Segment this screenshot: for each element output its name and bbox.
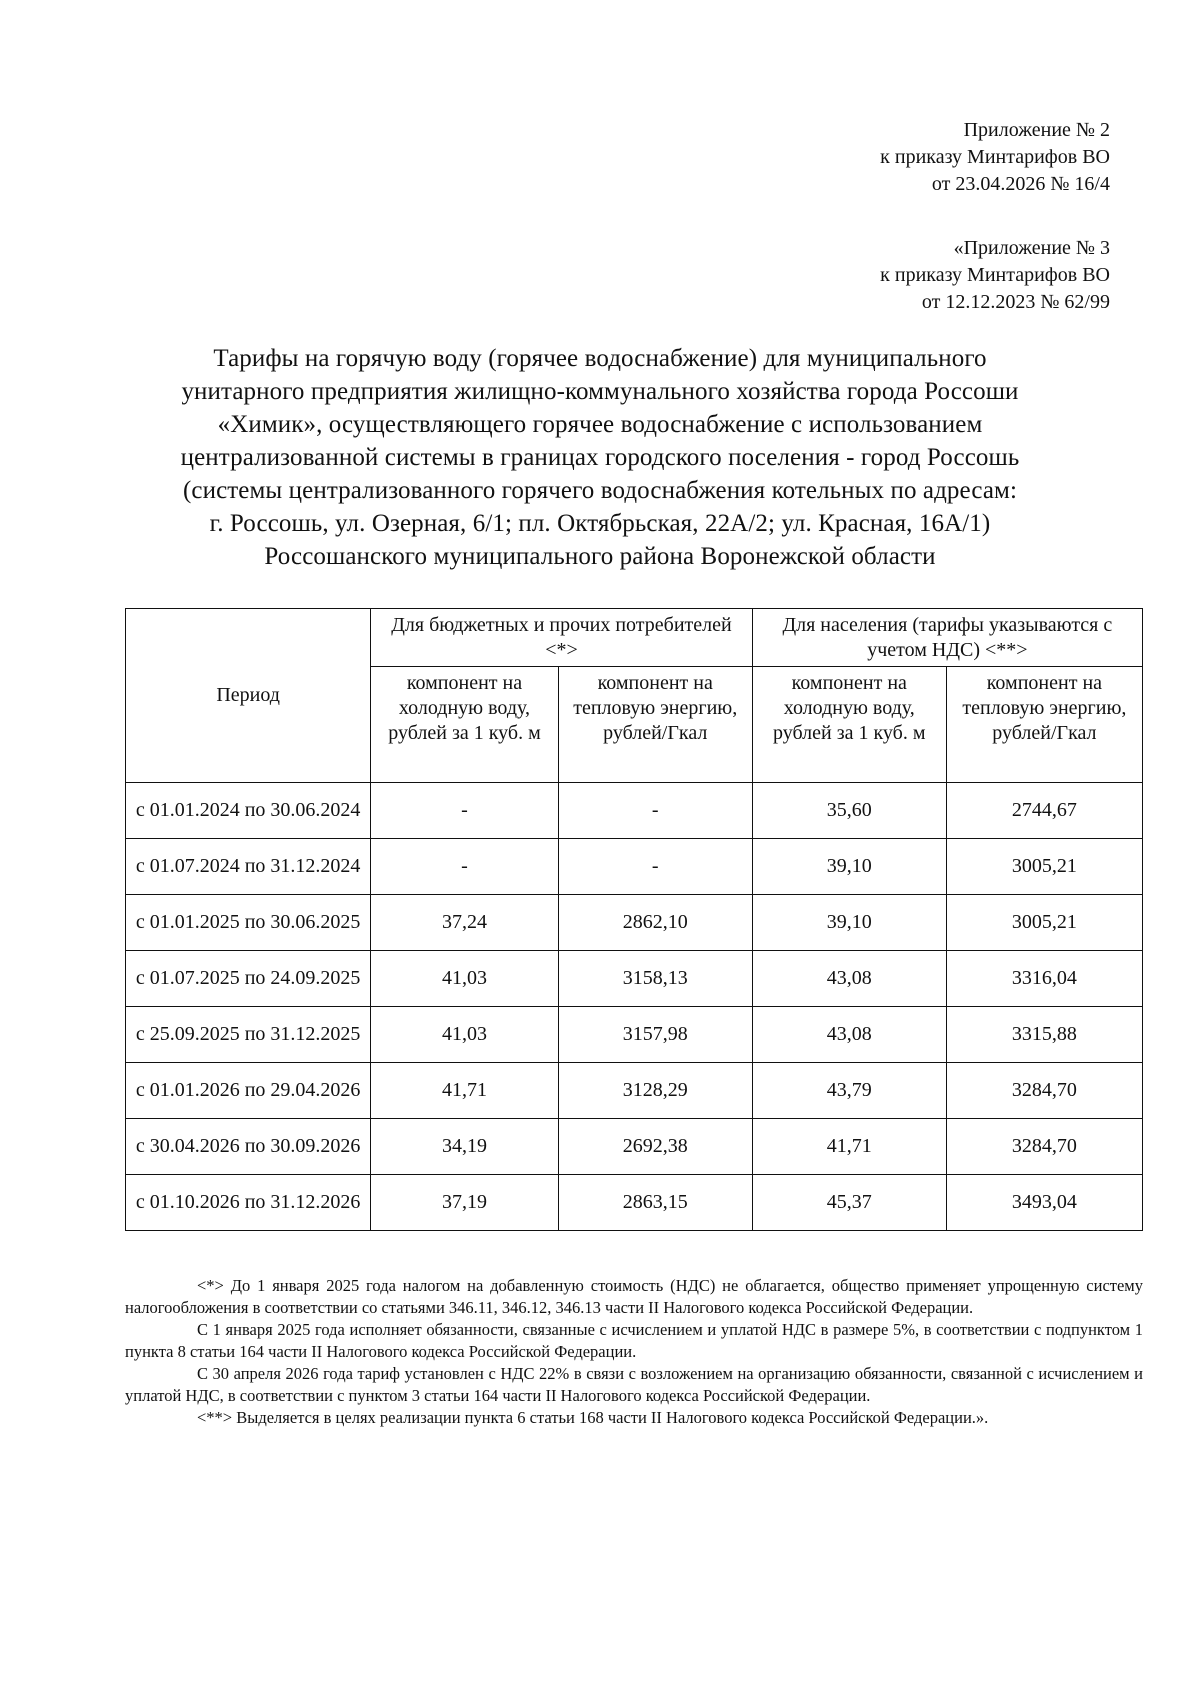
- budget-heat-energy-header: компонент на тепловую энергию, рублей/Гкал: [558, 667, 752, 783]
- footnote-vat-5-percent: С 1 января 2025 года исполняет обязанности, связанные с исчислением и уплатой НДС в размере 5%, в соответствии с подпунктом 1 пункта 8 статьи 164 части II Налогового кодекса Российской Федерации.: [125, 1320, 1143, 1361]
- budget-heat-cell: 2862,10: [558, 895, 752, 951]
- annex-original-header: [880, 235, 1110, 316]
- title-line: централизованной системы в границах городского поселения - город Россошь: [180, 444, 1020, 471]
- population-heat-cell: 2744,67: [946, 783, 1142, 839]
- population-cold-water-header: компонент на холодную воду, рублей за 1 куб. м: [752, 667, 946, 783]
- budget-heat-cell: 2863,15: [558, 1175, 752, 1231]
- population-cold-cell: 39,10: [752, 895, 946, 951]
- population-heat-cell: 3284,70: [946, 1063, 1142, 1119]
- population-cold-cell: 45,37: [752, 1175, 946, 1231]
- period-cell: с 01.01.2025 по 30.06.2025: [126, 895, 371, 951]
- budget-heat-cell: 3157,98: [558, 1007, 752, 1063]
- table-row: [126, 895, 1143, 951]
- budget-cold-cell: 41,03: [371, 951, 558, 1007]
- budget-consumers-header: Для бюджетных и прочих потребителей <*>: [371, 609, 753, 667]
- budget-cold-cell: 37,24: [371, 895, 558, 951]
- budget-heat-cell: -: [558, 783, 752, 839]
- budget-cold-cell: -: [371, 783, 558, 839]
- title-line: унитарного предприятия жилищно-коммунального хозяйства города Россоши: [181, 378, 1019, 405]
- title-line: «Химик», осуществляющего горячее водоснабжение с использованием: [217, 411, 983, 438]
- table-row: [126, 1119, 1143, 1175]
- table-row: [126, 783, 1143, 839]
- period-cell: с 01.07.2025 по 24.09.2025: [126, 951, 371, 1007]
- population-cold-cell: 35,60: [752, 783, 946, 839]
- budget-cold-cell: 34,19: [371, 1119, 558, 1175]
- footnote-vat-exemption: <*> До 1 января 2025 года налогом на добавленную стоимость (НДС) не облагается, общество применяет упрощенную систему налогообложения в соответствии со статьями 346.11, 346.12, 346.13 части II Налогового кодекса Российской Федерации.: [125, 1276, 1143, 1317]
- period-cell: с 01.01.2026 по 29.04.2026: [126, 1063, 371, 1119]
- title-line: г. Россошь, ул. Озерная, 6/1; пл. Октябрьская, 22А/2; ул. Красная, 16А/1): [209, 510, 991, 537]
- title-line: Россошанского муниципального района Воронежской области: [264, 543, 936, 570]
- population-cold-cell: 43,08: [752, 951, 946, 1007]
- period-cell: с 01.01.2024 по 30.06.2024: [126, 783, 371, 839]
- period-cell: с 01.10.2026 по 31.12.2026: [126, 1175, 371, 1231]
- footnote-vat-allocation: <**> Выделяется в целях реализации пункта 6 статьи 168 части II Налогового кодекса Российской Федерации.».: [197, 1408, 989, 1427]
- population-header: Для населения (тарифы указываются с учетом НДС) <**>: [752, 609, 1142, 667]
- population-heat-cell: 3005,21: [946, 839, 1142, 895]
- budget-cold-cell: 41,03: [371, 1007, 558, 1063]
- population-heat-cell: 3493,04: [946, 1175, 1142, 1231]
- title-line: Тарифы на горячую воду (горячее водоснабжение) для муниципального: [213, 345, 987, 372]
- population-heat-cell: 3005,21: [946, 895, 1142, 951]
- period-cell: с 25.09.2025 по 31.12.2025: [126, 1007, 371, 1063]
- population-cold-cell: 39,10: [752, 839, 946, 895]
- table-row: [126, 839, 1143, 895]
- annex-order-ref: к приказу Минтарифов ВО: [880, 264, 1110, 286]
- budget-heat-cell: 3128,29: [558, 1063, 752, 1119]
- budget-cold-cell: 41,71: [371, 1063, 558, 1119]
- annex-current-header: [880, 117, 1110, 198]
- budget-cold-water-header: компонент на холодную воду, рублей за 1 куб. м: [371, 667, 558, 783]
- table-row: [126, 1007, 1143, 1063]
- footnote-vat-22-percent: С 30 апреля 2026 года тариф установлен с НДС 22% в связи с возложением на организацию обязанности, связанной с исчислением и уплатой НДС, в соответствии с пунктом 3 статьи 164 части II Налогового кодекса Российской Федерации.: [125, 1364, 1143, 1405]
- period-header: Период: [126, 609, 371, 783]
- annex-order-date: от 12.12.2023 № 62/99: [921, 291, 1110, 313]
- population-cold-cell: 43,08: [752, 1007, 946, 1063]
- tariff-table: [125, 608, 1143, 1231]
- title-line: (системы централизованного горячего водоснабжения котельных по адресам:: [182, 477, 1018, 504]
- annex-number: Приложение № 2: [963, 119, 1110, 141]
- budget-cold-cell: -: [371, 839, 558, 895]
- table-row: [126, 1175, 1143, 1231]
- population-heat-energy-header: компонент на тепловую энергию, рублей/Гкал: [946, 667, 1142, 783]
- budget-heat-cell: 3158,13: [558, 951, 752, 1007]
- table-row: [126, 1063, 1143, 1119]
- period-cell: с 01.07.2024 по 31.12.2024: [126, 839, 371, 895]
- budget-cold-cell: 37,19: [371, 1175, 558, 1231]
- budget-heat-cell: -: [558, 839, 752, 895]
- period-cell: с 30.04.2026 по 30.09.2026: [126, 1119, 371, 1175]
- budget-heat-cell: 2692,38: [558, 1119, 752, 1175]
- annex-order-date: от 23.04.2026 № 16/4: [931, 173, 1110, 195]
- population-cold-cell: 41,71: [752, 1119, 946, 1175]
- tariff-rows: [126, 783, 1143, 1231]
- annex-number: «Приложение № 3: [953, 237, 1110, 259]
- population-heat-cell: 3316,04: [946, 951, 1142, 1007]
- document-title: [100, 342, 1100, 573]
- annex-order-ref: к приказу Минтарифов ВО: [880, 146, 1110, 168]
- footnotes: [125, 1275, 1143, 1429]
- population-heat-cell: 3284,70: [946, 1119, 1142, 1175]
- population-cold-cell: 43,79: [752, 1063, 946, 1119]
- table-row: [126, 951, 1143, 1007]
- population-heat-cell: 3315,88: [946, 1007, 1142, 1063]
